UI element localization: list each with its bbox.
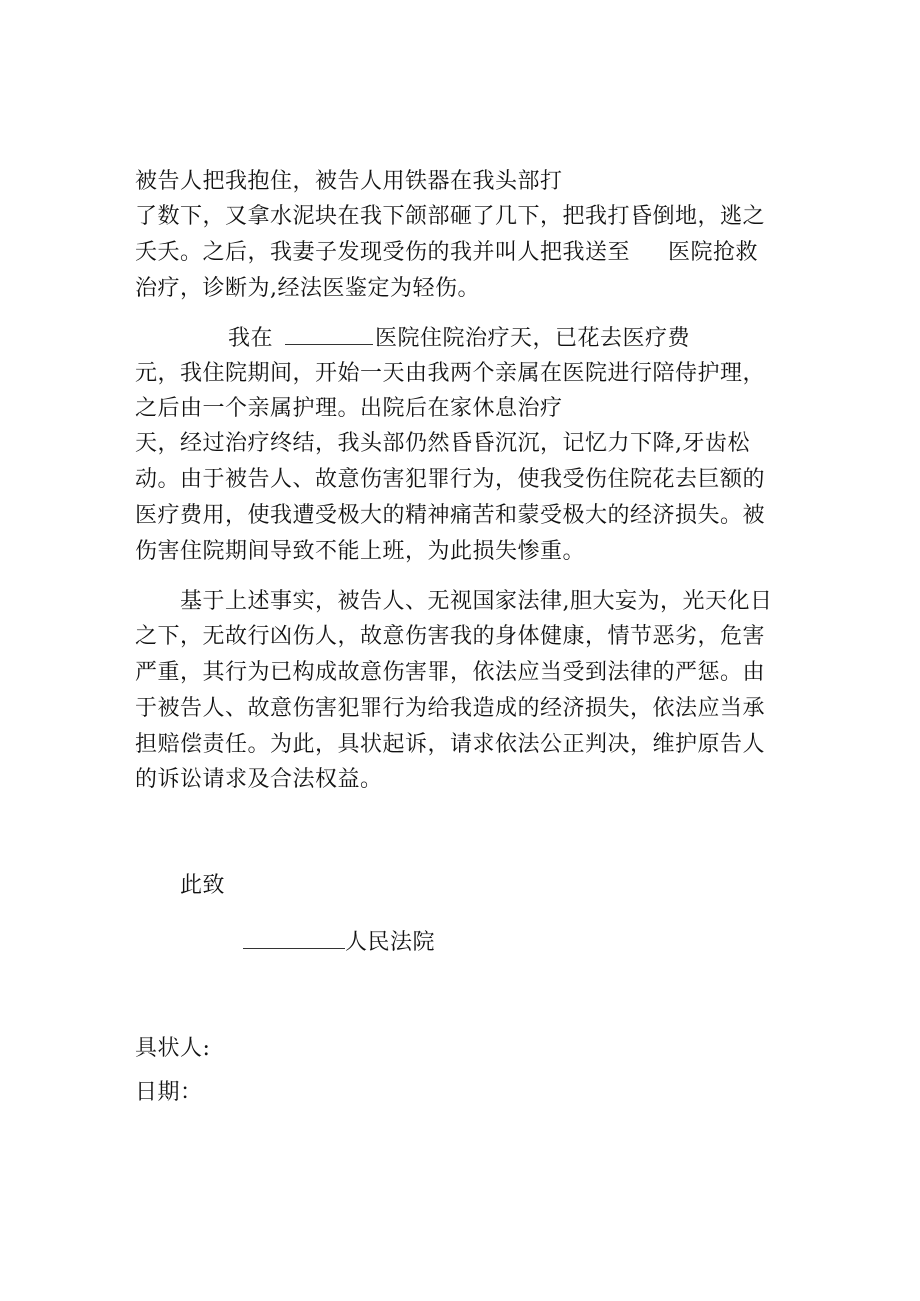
p2-line-2: 元，我住院期间，开始一天由我两个亲属在医院进行陪侍护理， [135, 361, 766, 386]
p2-line-3: 之后由一个亲属护理。出院后在家休息治疗 [135, 396, 563, 421]
p3-line-3: 严重，其行为已构成故意伤害罪，依法应当受到法律的严惩。由 [135, 660, 766, 685]
court-line [243, 928, 435, 958]
p1-line-1: 被告人把我抱住，被告人用铁器在我头部打 [135, 169, 563, 194]
p3-line-5: 担赔偿责任。为此，具状起诉，请求依法公正判决，维护原告人 [135, 732, 766, 757]
p3-line-4: 于被告人、故意伤害犯罪行为给我造成的经济损失，依法应当承 [135, 696, 766, 721]
p2-line-4: 天，经过治疗终结，我头部仍然昏昏沉沉，记忆力下降,牙齿松 [135, 431, 750, 456]
court-label: 人民法院 [345, 930, 436, 955]
date-label: 日期： [135, 1080, 203, 1105]
p3-line-2: 之下，无故行凶伤人，故意伤害我的身体健康，情节恶劣，危害 [135, 624, 766, 649]
p2-line-7: 伤害住院期间导致不能上班，为此损失惨重。 [135, 539, 586, 564]
hospital-blank [285, 324, 373, 345]
p1-line-3-text-b: 医院抢救 [668, 240, 759, 265]
p3-line-1: 基于上述事实，被告人、无视国家法律,胆大妄为，光天化日 [180, 589, 773, 614]
p1-line-3 [135, 238, 758, 268]
salutation: 此致 [180, 873, 226, 898]
p3-line-6: 的诉讼请求及合法权益。 [135, 767, 383, 792]
p2-line-5: 动。由于被告人、故意伤害犯罪行为，使我受伤住院花去巨额的 [135, 467, 766, 492]
p1-line-2: 了数下，又拿水泥块在我下颌部砸了几下，把我打昏倒地，逃之 [135, 204, 766, 229]
p1-line-3-text-a: 夭夭。之后，我妻子发现受伤的我并叫人把我送至 [135, 240, 631, 265]
p2-line-1-text-a: 我在 [228, 326, 274, 351]
p1-line-4: 治疗，诊断为,经法医鉴定为轻伤。 [135, 276, 480, 301]
court-blank [243, 928, 345, 949]
p2-line-1 [228, 324, 690, 354]
p2-line-1-text-b: 医院住院治疗天，已花去医疗费 [375, 326, 691, 351]
p2-line-6: 医疗费用，使我遭受极大的精神痛苦和蒙受极大的经济损失。被 [135, 503, 766, 528]
plaintiff-label: 具状人: [135, 1036, 211, 1061]
